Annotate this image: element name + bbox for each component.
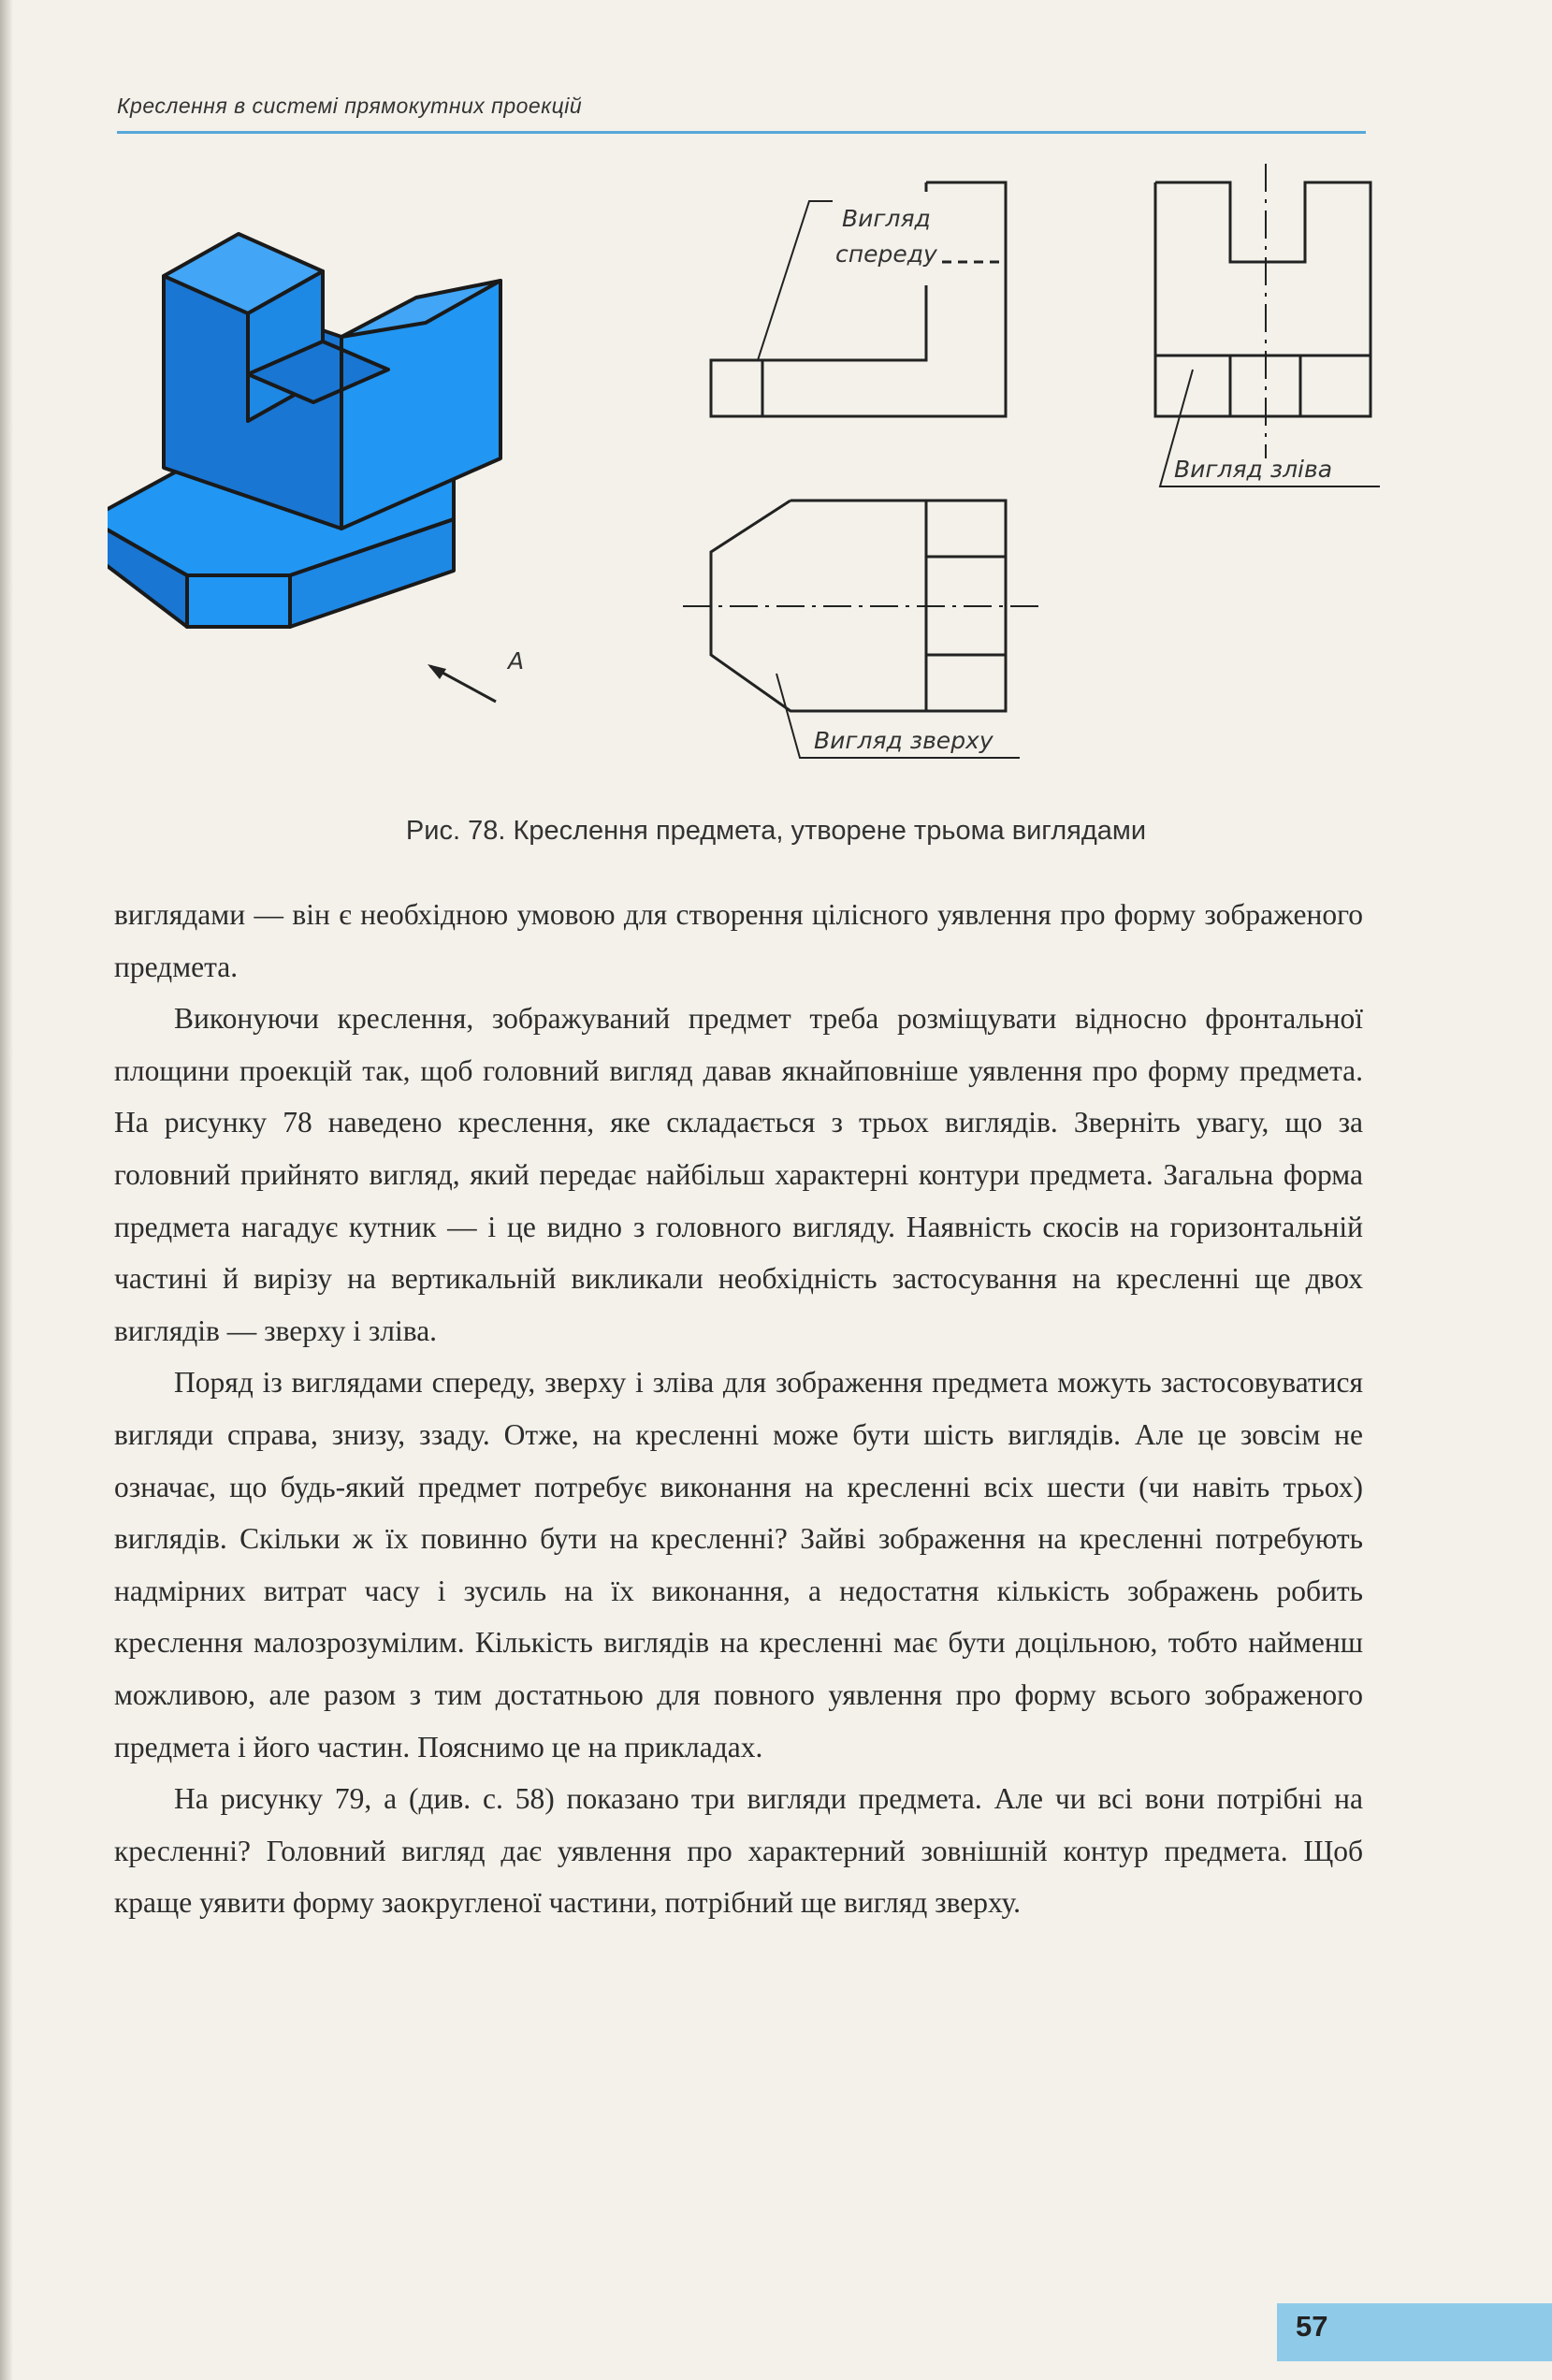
paragraph-1: виглядами — він є необхідною умовою для створення цілісного уявлення про форму зображеного предмета.	[114, 898, 1363, 983]
paragraph-4: На рисунку 79, а (див. с. 58) показано три вигляди предмета. Але чи всі вони потрібні на кресленні? Головний вигляд дає уявлення про характерний зовнішній контур предмета. Щоб краще уявити форму заокругленої частини, потрібний ще вигляд зверху.	[114, 1782, 1363, 1920]
arrow-label: А	[508, 647, 525, 675]
body-text	[114, 889, 1363, 1929]
figure-caption: Рис. 78. Креслення предмета, утворене трьома виглядами	[405, 816, 1147, 846]
view-arrow-a	[428, 647, 524, 702]
front-view-label-2: спереду	[835, 240, 937, 268]
front-view-label-1: Вигляд	[842, 205, 931, 232]
left-view	[1155, 164, 1380, 486]
running-title: Креслення в системі прямокутних проекцій	[117, 94, 583, 118]
paragraph-2: Виконуючи креслення, зображуваний предмет треба розміщувати відносно фронтальної площини проекцій так, щоб головний вигляд давав якнайповніше уявлення про форму предмета. На рисунку 78 наведено креслення, яке складається з трьох виглядів. Зверніть увагу, що за головний прийнято вигляд, який передає найбільш характерні контури предмета. Загальна форма предмета нагадує кутник — і це видно з головного вигляду. Наявність скосів на горизонтальній частині й вирізу на вертикальній викликали необхідність застосування на кресленні ще двох виглядів — зверху і зліва.	[114, 1002, 1363, 1347]
top-view	[683, 501, 1038, 758]
technical-drawing	[108, 159, 1399, 795]
paragraph-3: Поряд із виглядами спереду, зверху і зліва для зображення предмета можуть застосовуватися вигляди справа, знизу, ззаду. Отже, на кресленні може бути шість виглядів. Але це зовсім не означає, що будь-який предмет потребує виконання на кресленні всіх шести (чи навіть трьох) виглядів. Скільки ж їх повинно бути на кресленні? Зайві зображення на кресленні потребують надмірних витрат часу і зусиль на їх виконання, а недостатня кількість зображень робить креслення малозрозумілим. Кількість виглядів на кресленні має бути доцільною, тобто найменш можливою, але разом з тим достатньою для повного уявлення про форму всього зображеного предмета і його частин. Пояснимо це на прикладах.	[114, 1366, 1363, 1763]
isometric-part	[108, 234, 500, 627]
page-number: 57	[1296, 2310, 1328, 2343]
top-view-label: Вигляд зверху	[814, 727, 994, 754]
figure-78	[108, 159, 1399, 795]
left-view-label: Вигляд зліва	[1174, 456, 1333, 483]
binding-shadow	[0, 0, 13, 2380]
front-view	[711, 182, 1006, 416]
header-rule	[117, 131, 1366, 134]
